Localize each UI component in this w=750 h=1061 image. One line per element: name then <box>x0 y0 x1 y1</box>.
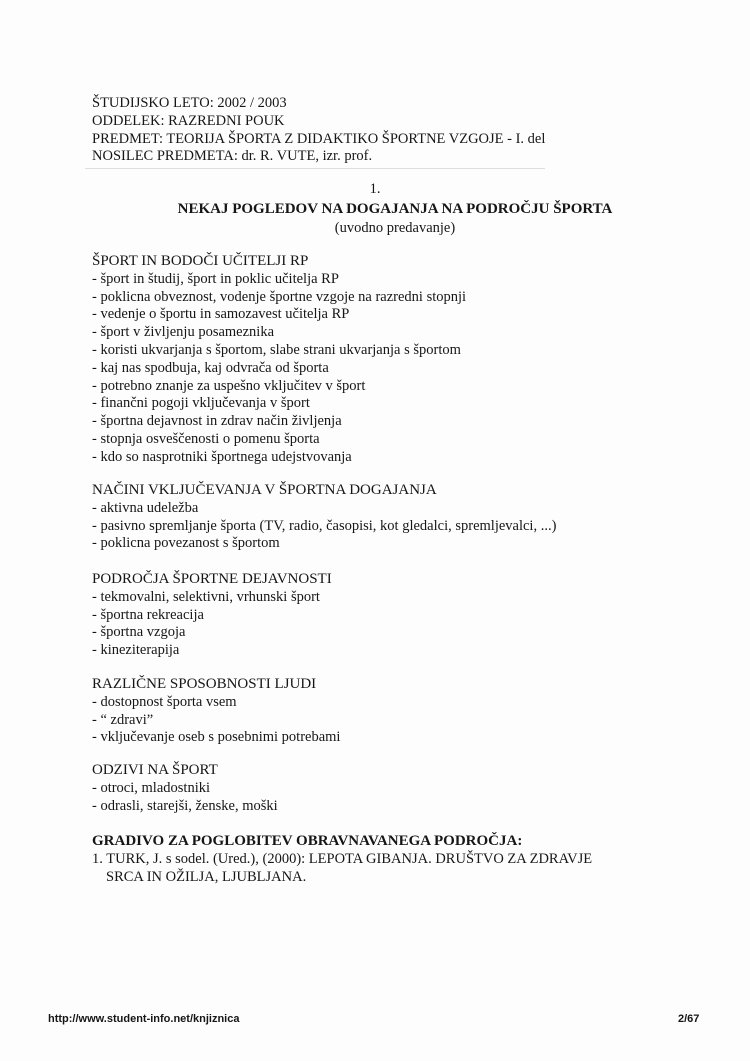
footer-url[interactable]: http://www.student-info.net/knjiznica <box>48 1013 240 1025</box>
list-item: - “ zdravi” <box>92 711 154 728</box>
list-item: - športna dejavnost in zdrav način življenja <box>92 413 342 430</box>
list-item: - dostopnost športa vsem <box>92 693 237 710</box>
list-item: - kineziterapija <box>92 642 180 659</box>
lecture-subtitle: (uvodno predavanje) <box>334 220 456 236</box>
section <box>92 762 278 815</box>
section-heading: ŠPORT IN BODOČI UČITELJI RP <box>92 253 309 269</box>
list-item: - tekmovalni, selektivni, vrhunski šport <box>92 588 320 605</box>
subject: PREDMET: TEORIJA ŠPORTA Z DIDAKTIKO ŠPORTNE VZGOJE - I. del <box>92 130 546 147</box>
page-number: 2/67 <box>678 1013 700 1025</box>
list-item: - športna rekreacija <box>92 606 204 623</box>
reading-item-cont: SRCA IN OŽILJA, LJUBLJANA. <box>106 868 307 885</box>
list-item: - šport in študij, šport in poklic učitelja RP <box>92 270 339 287</box>
list-item: - otroci, mladostniki <box>92 779 210 796</box>
reading-item: 1. TURK, J. s sodel. (Ured.), (2000): LEPOTA GIBANJA. DRUŠTVO ZA ZDRAVJE <box>92 850 593 867</box>
list-item: - šport v življenju posameznika <box>92 324 275 341</box>
section-heading: RAZLIČNE SPOSOBNOSTI LJUDI <box>92 676 317 692</box>
list-item: - poklicna povezanost s športom <box>92 535 280 552</box>
academic-year: ŠTUDIJSKO LETO: 2002 / 2003 <box>92 95 287 111</box>
list-item: - pasivno spremljanje športa (TV, radio, časopisi, kot gledalci, spremljevalci, ...) <box>92 517 557 534</box>
department: ODDELEK: RAZREDNI POUK <box>92 112 285 129</box>
section-heading: ODZIVI NA ŠPORT <box>92 762 218 778</box>
list-item: - kaj nas spodbuja, kaj odvrača od športa <box>92 359 329 376</box>
lecturer: NOSILEC PREDMETA: dr. R. VUTE, izr. prof. <box>92 148 373 165</box>
list-item: - poklicna obveznost, vodenje športne vzgoje na razredni stopnji <box>92 288 467 305</box>
lecture-title: NEKAJ POGLEDOV NA DOGAJANJA NA PODROČJU ŠPORTA <box>177 201 613 217</box>
list-item: - odrasli, starejši, ženske, moški <box>92 797 278 814</box>
list-item: - aktivna udeležba <box>92 499 199 516</box>
section <box>92 253 466 467</box>
section <box>92 482 556 553</box>
section <box>92 676 340 747</box>
list-item: - finančni pogoji vključevanja v šport <box>92 395 310 412</box>
reading-heading: GRADIVO ZA POGLOBITEV OBRAVNAVANEGA PODROČJA: <box>92 833 523 849</box>
reading-list <box>92 833 592 886</box>
list-item: - potrebno znanje za uspešno vključitev v šport <box>92 377 366 394</box>
list-item: - vključevanje oseb s posebnimi potrebami <box>92 729 341 746</box>
lecture-number: 1. <box>369 181 381 197</box>
list-item: - stopnja osveščenosti o pomenu športa <box>92 430 320 447</box>
section <box>92 571 332 660</box>
list-item: - športna vzgoja <box>92 624 186 641</box>
list-item: - vedenje o športu in samozavest učitelja RP <box>92 306 350 323</box>
section-heading: PODROČJA ŠPORTNE DEJAVNOSTI <box>92 571 332 587</box>
list-item: - koristi ukvarjanja s športom, slabe strani ukvarjanja s športom <box>92 341 461 358</box>
section-heading: NAČINI VKLJUČEVANJA V ŠPORTNA DOGAJANJA <box>92 482 437 498</box>
divider <box>85 168 545 169</box>
course-header <box>92 95 545 166</box>
list-item: - kdo so nasprotniki športnega udejstvovanja <box>92 448 352 465</box>
